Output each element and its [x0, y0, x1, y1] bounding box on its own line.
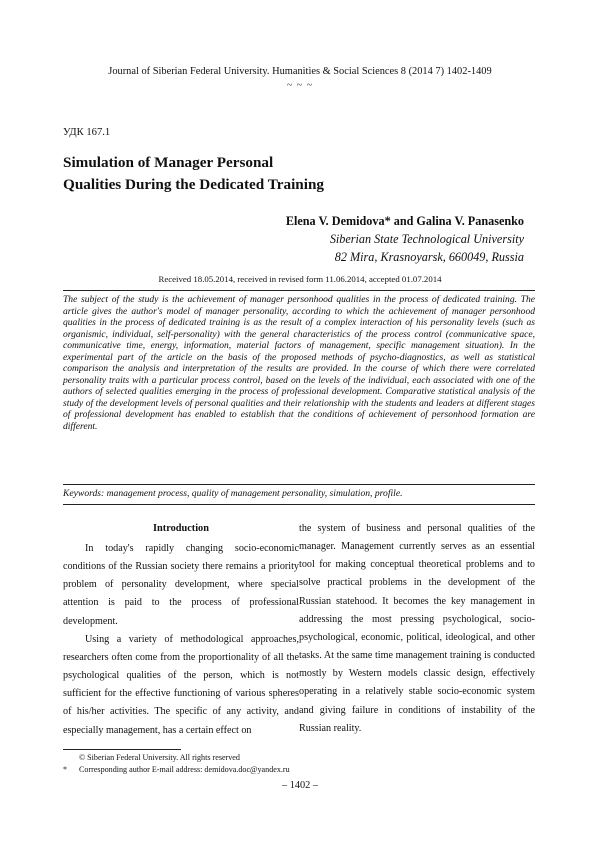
author-address: 82 Mira, Krasnoyarsk, 660049, Russia	[334, 250, 524, 265]
abstract-top-rule	[63, 290, 535, 291]
copyright-footnote	[63, 752, 290, 764]
footnote-star: *	[63, 764, 68, 774]
title-line-2: Qualities During the Dedicated Training	[63, 176, 325, 193]
keywords-line: Keywords: management process, quality of management personality, simulation, profile.	[63, 488, 403, 499]
corresponding-author-email: Corresponding author E-mail address: demidova.doc@yandex.ru	[79, 764, 290, 774]
body-left-column	[63, 520, 299, 740]
footnotes	[63, 752, 290, 775]
received-dates: Received 18.05.2014, received in revised form 11.06.2014, accepted 01.07.2014	[158, 274, 442, 284]
header-ornament: ~ ~ ~	[286, 80, 314, 91]
journal-header: Journal of Siberian Federal University. Humanities & Social Sciences 8 (2014 7) 1402-1409	[108, 66, 492, 77]
author-affiliation: Siberian State Technological University	[329, 232, 524, 247]
abstract-text: The subject of the study is the achievement of manager personhood qualities in the process of dedicated training. The article gives the author's model of manager personality, according to which the achievement of manager personhood qualities in the process of dedicated training is as the result of a complex interaction of his personality levels (such as organismic, individual, self-personality) with the general characteristics of the process control (communicative space, communicative time, energy, information, material factors of management, specific management situation). In the experimental part of the article on the basis of the proposed methods of psycho-diagnostics, as well as statistical comparison the analysis and interpretation of the results are provided. In the course of which there were correlated personality traits with a particular process control, based on the levels of the individual, each associated with one of the authors of selected qualities emerging in the process of professional development. Comparative statistical analysis of the study of the development levels of personal qualities and their relationship with the students and leaders at different stages of professional development has enabled to establish that the conditions of achievement of personhood formation are different.	[63, 294, 535, 433]
introduction-heading: Introduction	[153, 523, 209, 534]
author-names: Elena V. Demidova* and Galina V. Panasenko	[285, 214, 524, 228]
title-line-1: Simulation of Manager Personal	[63, 154, 274, 171]
corresponding-footnote	[63, 764, 290, 776]
page-number: – 1402 –	[281, 780, 319, 791]
footnote-rule	[63, 749, 181, 750]
body-right-column	[299, 520, 535, 738]
left-paragraph-1: In today's rapidly changing socio-economic conditions of the Russian society there remains a priority problem of personality development, where special attention is paid to the process of professional development.	[63, 543, 299, 627]
author-block	[286, 212, 524, 267]
udk-code: УДК 167.1	[63, 127, 111, 138]
copyright-text: © Siberian Federal University. All rights reserved	[79, 753, 240, 762]
article-title	[63, 152, 324, 196]
keywords-top-rule	[63, 484, 535, 485]
keywords-bottom-rule	[63, 504, 535, 505]
right-paragraph-1: the system of business and personal qualities of the manager. Management currently serves as an essential tool for making conceptual theoretical problems and to solve practical problems in the development of the Russian statehood. It becomes the key management in addressing the most pressing psychological, socio-psychological, economic, political, ideological, and other tasks. At the same time management training is conducted mostly by Western models classic design, effectively operating in a relatively stable socio-economic system and giving failure in conditions of instability of the Russian reality.	[299, 523, 535, 734]
left-paragraph-2: Using a variety of methodological approaches, researchers often come from the proportionality of all the psychological qualities of the person, which is not sufficient for the effective functioning of various spheres of his/her activities. The specific of any activity, and especially management, has a certain effect on	[63, 633, 299, 736]
